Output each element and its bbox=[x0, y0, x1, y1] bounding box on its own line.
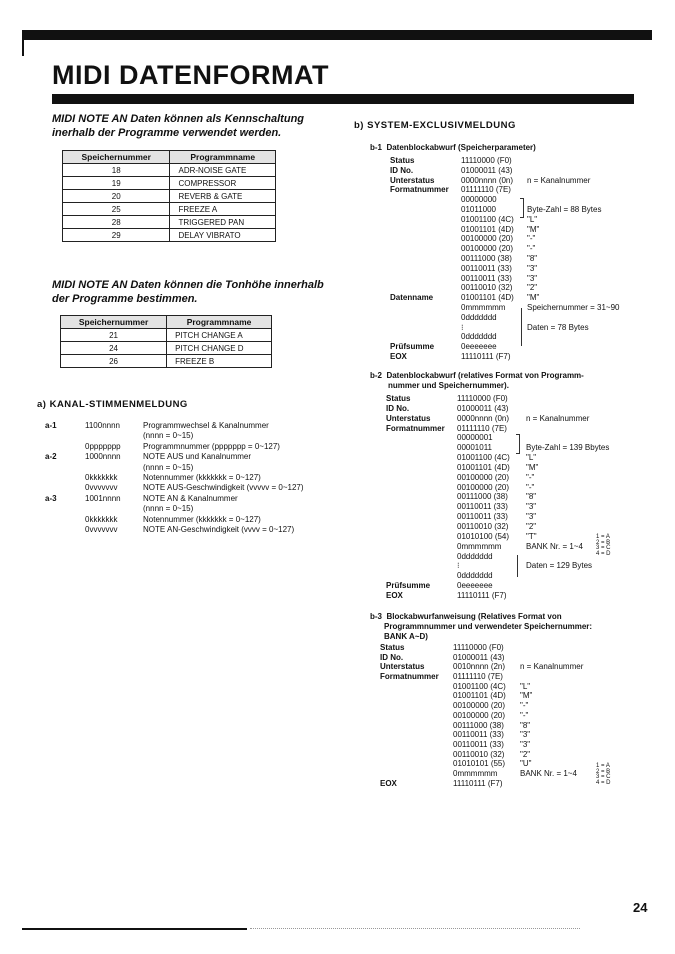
sysex-row-note: n = Kanalnummer bbox=[526, 413, 590, 423]
kanal-row bbox=[45, 442, 335, 452]
kanal-row-desc: (nnnn = 0~15) bbox=[143, 504, 194, 514]
sysex-row-value: 01000011 (43) bbox=[461, 165, 513, 175]
sysex-row bbox=[390, 352, 660, 362]
sysex-row-note: "3" bbox=[520, 739, 531, 749]
sysex-row bbox=[390, 176, 660, 186]
sysex-row-value: 11110000 (F0) bbox=[461, 156, 512, 165]
kanal-row-desc: NOTE AN-Geschwindigkeit (vvvv = 0~127) bbox=[143, 524, 295, 534]
table-header-row bbox=[61, 316, 272, 329]
b1-bytecount-brace bbox=[520, 198, 524, 218]
b3-id: b-3 bbox=[370, 612, 382, 621]
b2-data-brace bbox=[517, 555, 518, 577]
sysex-row-value: 11110111 (F7) bbox=[457, 590, 507, 600]
sysex-row-note: "3" bbox=[526, 502, 537, 512]
table-cell: REVERB & GATE bbox=[170, 190, 276, 203]
sysex-row-note: BANK Nr. = 1~4 bbox=[520, 768, 577, 778]
b2-id: b-2 bbox=[370, 371, 382, 380]
sysex-row-value: 00110011 (33) bbox=[461, 273, 512, 283]
table-cell: DELAY VIBRATO bbox=[170, 229, 276, 242]
sysex-row bbox=[390, 205, 660, 215]
sysex-row bbox=[390, 225, 660, 235]
table-cell: 24 bbox=[61, 342, 167, 355]
sysex-row bbox=[390, 342, 660, 352]
sysex-row bbox=[386, 483, 660, 493]
sysex-row bbox=[380, 779, 660, 789]
sysex-row bbox=[386, 463, 660, 473]
sysex-row-value: 01011000 bbox=[461, 204, 496, 214]
sysex-row-value: 01010100 (54) bbox=[457, 531, 510, 541]
sysex-row-value: 00111000 (38) bbox=[457, 492, 508, 502]
bottom-rule bbox=[22, 928, 247, 930]
kanal-row-desc: (nnnn = 0~15) bbox=[143, 462, 194, 472]
kanal-row-desc: Notennummer (kkkkkkk = 0~127) bbox=[143, 514, 261, 524]
sysex-row bbox=[386, 552, 660, 562]
b1-title: Datenblockabwurf (Speicherparameter) bbox=[386, 143, 536, 152]
sysex-row-value: 00100000 (20) bbox=[453, 701, 506, 711]
sysex-row-value: 01111110 (7E) bbox=[453, 672, 503, 682]
sysex-row-note: "3" bbox=[527, 273, 538, 283]
table-cell: 18 bbox=[63, 164, 170, 177]
sysex-row-label: Prüfsumme bbox=[390, 342, 435, 352]
intro-1-line-1: MIDI NOTE AN Daten können als Kennschaltung bbox=[52, 113, 305, 125]
sysex-row bbox=[390, 215, 660, 225]
sysex-row-value: 01001101 (4D) bbox=[457, 462, 510, 472]
sysex-row-label: ID No. bbox=[386, 403, 410, 413]
bottom-dotted-rule bbox=[250, 928, 580, 930]
sysex-row bbox=[390, 332, 660, 342]
sysex-row-note: "8" bbox=[527, 253, 538, 263]
sysex-row-label: Datenname bbox=[390, 293, 434, 303]
sysex-row bbox=[386, 394, 660, 404]
b1-heading bbox=[370, 143, 536, 153]
title-bar bbox=[52, 94, 634, 104]
kanal-row-desc: Programmnummer (ppppppp = 0~127) bbox=[143, 441, 280, 451]
table-row bbox=[61, 329, 272, 342]
sysex-row-note: n = Kanalnummer bbox=[527, 175, 591, 185]
sysex-row-value: 00110011 (33) bbox=[457, 502, 508, 512]
intro-2-line-1: MIDI NOTE AN Daten können die Tonhöhe innerhalb bbox=[52, 279, 324, 291]
sysex-row bbox=[380, 672, 660, 682]
kanal-row-id: a-1 bbox=[45, 421, 57, 430]
sysex-row bbox=[390, 254, 660, 264]
sysex-row-value: 01001100 (4C) bbox=[453, 681, 506, 691]
table-cell: ADR-NOISE GATE bbox=[170, 164, 276, 177]
kanal-row bbox=[45, 431, 335, 441]
sysex-row-value: 0000nnnn (0n) bbox=[457, 413, 510, 423]
sysex-row bbox=[390, 313, 660, 323]
sysex-row bbox=[390, 303, 660, 313]
sysex-row-value: 00100000 (20) bbox=[461, 234, 514, 244]
sysex-row-label: EOX bbox=[386, 590, 403, 600]
sysex-row bbox=[386, 581, 660, 591]
sysex-row bbox=[380, 653, 660, 663]
sysex-row-value: 00001011 bbox=[457, 443, 492, 453]
sysex-row-value: ⁝ bbox=[457, 561, 460, 571]
sysex-row-note: Daten = 129 Bytes bbox=[526, 561, 593, 571]
kanal-row-code: 0vvvvvvv bbox=[85, 524, 118, 534]
table-row bbox=[61, 355, 272, 368]
sysex-row-value: 0ddddddd bbox=[461, 332, 497, 342]
sysex-row bbox=[390, 166, 660, 176]
sysex-row-value: 01111110 (7E) bbox=[457, 423, 507, 433]
table-cell: FREEZE B bbox=[167, 355, 272, 368]
sysex-row-value: 01000011 (43) bbox=[457, 403, 509, 413]
table-row bbox=[61, 342, 272, 355]
sysex-row-note: "M" bbox=[527, 293, 540, 303]
sysex-row-label: EOX bbox=[380, 778, 397, 788]
sysex-row-value: 0mmmmmm bbox=[461, 302, 506, 312]
page-number: 24 bbox=[633, 900, 648, 915]
kanal-row-id: a-3 bbox=[45, 493, 57, 503]
top-rule bbox=[22, 30, 652, 40]
kanal-row bbox=[45, 515, 335, 525]
sysex-row-value: 00100000 (20) bbox=[453, 710, 506, 720]
sysex-row-value: 01001101 (4D) bbox=[461, 224, 514, 234]
column-header: Speichernummer bbox=[61, 316, 167, 329]
sysex-row-note: "3" bbox=[520, 730, 531, 740]
b3-title-line-3: BANK A~D) bbox=[384, 632, 428, 641]
sysex-row-note: "2" bbox=[526, 521, 537, 531]
sysex-row bbox=[390, 185, 660, 195]
sysex-row-note: "M" bbox=[526, 462, 539, 472]
sysex-row-value: 01001100 (4C) bbox=[461, 214, 514, 224]
sysex-row-value: 0ddddddd bbox=[457, 551, 493, 561]
sysex-row-note: "L" bbox=[527, 214, 538, 224]
column-header: Speichernummer bbox=[63, 151, 170, 164]
b2-bytecount-brace bbox=[516, 434, 520, 454]
sysex-row-note: "L" bbox=[526, 453, 537, 463]
sysex-row-value: 00000000 bbox=[461, 195, 497, 205]
sysex-row bbox=[386, 532, 660, 542]
table-row bbox=[63, 164, 276, 177]
kanal-row-desc: NOTE AN & Kanalnummer bbox=[143, 493, 238, 503]
intro-text-2 bbox=[52, 278, 324, 306]
table-cell: TRIGGERED PAN bbox=[170, 216, 276, 229]
kanal-row bbox=[45, 421, 335, 431]
sysex-row-label: Status bbox=[380, 643, 405, 652]
sysex-row bbox=[386, 542, 660, 552]
sysex-row bbox=[386, 502, 660, 512]
sysex-row-note: "T" bbox=[526, 531, 537, 541]
sysex-row bbox=[386, 492, 660, 502]
sysex-row bbox=[380, 721, 660, 731]
sysex-row-value: 11110111 (F7) bbox=[461, 351, 511, 361]
sysex-row-value: 00000001 bbox=[457, 433, 493, 443]
b3-list bbox=[380, 643, 660, 788]
sysex-row-label: Formatnummer bbox=[380, 672, 439, 682]
sysex-row bbox=[380, 730, 660, 740]
kanal-row-code: 0ppppppp bbox=[85, 441, 121, 451]
sysex-row-note: "L" bbox=[520, 681, 531, 691]
b1-list bbox=[390, 156, 660, 362]
sysex-row-value: 0mmmmmm bbox=[457, 541, 502, 551]
b1-id: b-1 bbox=[370, 143, 382, 152]
sysex-row-note: n = Kanalnummer bbox=[520, 662, 584, 672]
sysex-row bbox=[380, 691, 660, 701]
kanal-row-code: 1100nnnn bbox=[85, 421, 120, 430]
sysex-row-label: Prüfsumme bbox=[386, 581, 431, 591]
sysex-row bbox=[390, 264, 660, 274]
b3-title-line-2: Programmnummer und verwendeter Speichernummer: bbox=[384, 622, 593, 631]
sysex-row-note: Speichernummer = 31~90 bbox=[527, 302, 620, 312]
sysex-row-label: ID No. bbox=[390, 165, 414, 175]
sysex-row-value: 0000nnnn (0n) bbox=[461, 175, 514, 185]
kanal-row bbox=[45, 525, 335, 535]
b2-list bbox=[386, 394, 660, 601]
intro-1-line-2: inerhalb der Programme verwendet werden. bbox=[52, 127, 282, 139]
sysex-row bbox=[386, 512, 660, 522]
sysex-row-value: 01001100 (4C) bbox=[457, 453, 510, 463]
sysex-row-note: "8" bbox=[520, 720, 531, 730]
table-cell: 20 bbox=[63, 190, 170, 203]
sysex-row bbox=[380, 759, 660, 769]
table-cell: 29 bbox=[63, 229, 170, 242]
table-cell: PITCH CHANGE A bbox=[167, 329, 272, 342]
sysex-row-note: "3" bbox=[526, 512, 537, 522]
sysex-row-value: 00110010 (32) bbox=[453, 749, 505, 759]
kanal-row-code: 0kkkkkkk bbox=[85, 472, 118, 482]
sysex-row bbox=[390, 244, 660, 254]
sysex-row bbox=[390, 195, 660, 205]
sysex-row-note: "-" bbox=[526, 472, 535, 482]
kanal-row-code: 0vvvvvvv bbox=[85, 483, 118, 493]
sysex-row-note: "-" bbox=[526, 482, 535, 492]
b2-title-line-2: nummer und Speichernummer). bbox=[388, 381, 509, 390]
kanal-row bbox=[45, 463, 335, 473]
sysex-row-value: 01001101 (4D) bbox=[461, 293, 514, 303]
table-cell: 28 bbox=[63, 216, 170, 229]
sysex-row bbox=[390, 323, 660, 333]
sysex-row-value: 11110000 (F0) bbox=[453, 643, 504, 652]
sysex-row bbox=[386, 424, 660, 434]
sysex-row-value: 00111000 (38) bbox=[453, 720, 504, 730]
sysex-row-note: "-" bbox=[527, 234, 536, 244]
sysex-row bbox=[380, 711, 660, 721]
sysex-row-value: 00100000 (20) bbox=[457, 482, 510, 492]
sysex-row bbox=[386, 443, 660, 453]
table-cell: FREEZE A bbox=[170, 203, 276, 216]
sysex-row-value: 01111110 (7E) bbox=[461, 185, 511, 195]
sysex-row-value: 00110010 (32) bbox=[457, 521, 509, 531]
sysex-row bbox=[380, 682, 660, 692]
sysex-row-label: Formatnummer bbox=[390, 185, 449, 195]
sysex-row bbox=[380, 662, 660, 672]
sysex-row-value: 0eeeeeee bbox=[457, 581, 493, 591]
sysex-row-note: "M" bbox=[527, 224, 540, 234]
sysex-row bbox=[386, 522, 660, 532]
corner-rule bbox=[22, 30, 24, 56]
sysex-row-note: "M" bbox=[520, 691, 533, 701]
sysex-row-value: 00110011 (33) bbox=[457, 512, 508, 522]
sysex-row bbox=[386, 571, 660, 581]
kanal-row bbox=[45, 452, 335, 462]
sysex-row-note: Daten = 78 Bytes bbox=[527, 322, 589, 332]
sysex-row bbox=[390, 234, 660, 244]
kanal-row-code: 1000nnnn bbox=[85, 452, 121, 462]
sysex-row-value: 01001101 (4D) bbox=[453, 691, 506, 701]
kanal-row-desc: NOTE AUS-Geschwindigkeit (vvvvv = 0~127) bbox=[143, 483, 304, 493]
sysex-row-value: 0ddddddd bbox=[461, 312, 497, 322]
sysex-row-value: 00110011 (33) bbox=[461, 263, 512, 273]
sysex-row-value: 00110011 (33) bbox=[453, 739, 504, 749]
sysex-row-note: "2" bbox=[520, 749, 531, 759]
kanal-row-id: a-2 bbox=[45, 452, 57, 462]
sysex-row bbox=[386, 591, 660, 601]
kanal-row-code: 1001nnnn bbox=[85, 493, 121, 503]
sysex-row-note: BANK Nr. = 1~4 bbox=[526, 541, 583, 551]
kanal-row-desc: Notennummer (kkkkkkk = 0~127) bbox=[143, 472, 261, 482]
b3-heading bbox=[370, 612, 592, 642]
kanal-row-desc: (nnnn = 0~15) bbox=[143, 431, 194, 441]
sysex-row bbox=[390, 274, 660, 284]
sysex-row bbox=[386, 404, 660, 414]
sysex-row bbox=[386, 433, 660, 443]
kanal-row bbox=[45, 483, 335, 493]
sysex-row-value: 0ddddddd bbox=[457, 571, 493, 581]
sysex-row-value: 01010101 (55) bbox=[453, 759, 506, 769]
table-cell: PITCH CHANGE D bbox=[167, 342, 272, 355]
kanal-row-code: 0kkkkkkk bbox=[85, 514, 118, 524]
b2-heading bbox=[370, 371, 584, 391]
column-header: Programmname bbox=[167, 316, 272, 329]
sysex-row-note: Byte-Zahl = 88 Bytes bbox=[527, 204, 602, 214]
b1-data-brace bbox=[521, 308, 522, 346]
sysex-row-note: Byte-Zahl = 139 Bbytes bbox=[526, 443, 610, 453]
sysex-row-note: "8" bbox=[526, 492, 537, 502]
sysex-row-value: 00100000 (20) bbox=[461, 244, 514, 254]
sysex-row-value: 01000011 (43) bbox=[453, 652, 505, 662]
table-row bbox=[63, 177, 276, 190]
sysex-row bbox=[386, 453, 660, 463]
sysex-row-value: 00111000 (38) bbox=[461, 253, 512, 263]
sysex-row-note: "-" bbox=[520, 701, 529, 711]
sysex-row bbox=[380, 643, 660, 653]
sysex-row-value: 0010nnnn (2n) bbox=[453, 662, 506, 672]
b2-bank-map: 1 = A 2 = B 3 = C 4 = D bbox=[596, 534, 611, 557]
sysex-row-label: Unterstatus bbox=[386, 413, 431, 423]
sysex-row bbox=[380, 769, 660, 779]
table-row bbox=[63, 229, 276, 242]
sysex-row bbox=[386, 414, 660, 424]
intro-2-line-2: der Programme bestimmen. bbox=[52, 293, 198, 305]
sysex-row bbox=[390, 283, 660, 293]
kanal-row-desc: Programmwechsel & Kanalnummer bbox=[143, 421, 269, 430]
page-title: MIDI DATENFORMAT bbox=[52, 60, 329, 90]
sysex-row-value: 11110111 (F7) bbox=[453, 778, 503, 788]
section-a-title: a) KANAL-STIMMENMELDUNG bbox=[37, 399, 188, 410]
table-cell: 19 bbox=[63, 177, 170, 190]
sysex-row-note: "3" bbox=[527, 263, 538, 273]
sysex-row-label: Status bbox=[386, 394, 411, 403]
sysex-row-value: 00110011 (33) bbox=[453, 730, 504, 740]
sysex-row-value: ⁝ bbox=[461, 322, 464, 332]
sysex-row bbox=[380, 740, 660, 750]
sysex-row bbox=[380, 750, 660, 760]
b3-title-line-1: Blockabwurfanweisung (Relatives Format von bbox=[386, 612, 562, 621]
sysex-row-label: Unterstatus bbox=[390, 175, 435, 185]
table-cell: 26 bbox=[61, 355, 167, 368]
sysex-row-label: Formatnummer bbox=[386, 423, 445, 433]
program-table-1 bbox=[62, 150, 276, 242]
sysex-row-label: EOX bbox=[390, 351, 407, 361]
kanal-row bbox=[45, 494, 335, 504]
sysex-row-label: Status bbox=[390, 156, 415, 165]
sysex-row-note: "-" bbox=[520, 710, 529, 720]
intro-text-1 bbox=[52, 112, 304, 140]
sysex-row bbox=[390, 156, 660, 166]
sysex-row-note: "-" bbox=[527, 244, 536, 254]
table-cell: 25 bbox=[63, 203, 170, 216]
sysex-row-value: 0eeeeeee bbox=[461, 342, 497, 352]
sysex-row bbox=[380, 701, 660, 711]
column-header: Programmname bbox=[170, 151, 276, 164]
table-cell: 21 bbox=[61, 329, 167, 342]
table-header-row bbox=[63, 151, 276, 164]
b3-bank-map: 1 = A 2 = B 3 = C 4 = D bbox=[596, 763, 611, 786]
table-cell: COMPRESSOR bbox=[170, 177, 276, 190]
table-row bbox=[63, 190, 276, 203]
section-a-list bbox=[45, 421, 335, 535]
table-row bbox=[63, 203, 276, 216]
sysex-row-note: "2" bbox=[527, 283, 538, 293]
sysex-row-value: 11110000 (F0) bbox=[457, 394, 508, 403]
kanal-row bbox=[45, 504, 335, 514]
sysex-row-value: 0mmmmmm bbox=[453, 768, 498, 778]
sysex-row-note: "U" bbox=[520, 759, 532, 769]
kanal-row bbox=[45, 473, 335, 483]
program-table-2 bbox=[60, 315, 272, 368]
table-row bbox=[63, 216, 276, 229]
sysex-row-value: 00110010 (32) bbox=[461, 283, 513, 293]
b2-title-line-1: Datenblockabwurf (relatives Format von Programm- bbox=[386, 371, 584, 380]
sysex-row bbox=[386, 473, 660, 483]
sysex-row bbox=[386, 561, 660, 571]
sysex-row bbox=[390, 293, 660, 303]
sysex-row-label: Unterstatus bbox=[380, 662, 425, 672]
sysex-row-value: 00100000 (20) bbox=[457, 472, 510, 482]
section-b-title: b) SYSTEM-EXCLUSIVMELDUNG bbox=[354, 120, 516, 131]
sysex-row-label: ID No. bbox=[380, 652, 404, 662]
kanal-row-desc: NOTE AUS und Kanalnummer bbox=[143, 452, 252, 462]
